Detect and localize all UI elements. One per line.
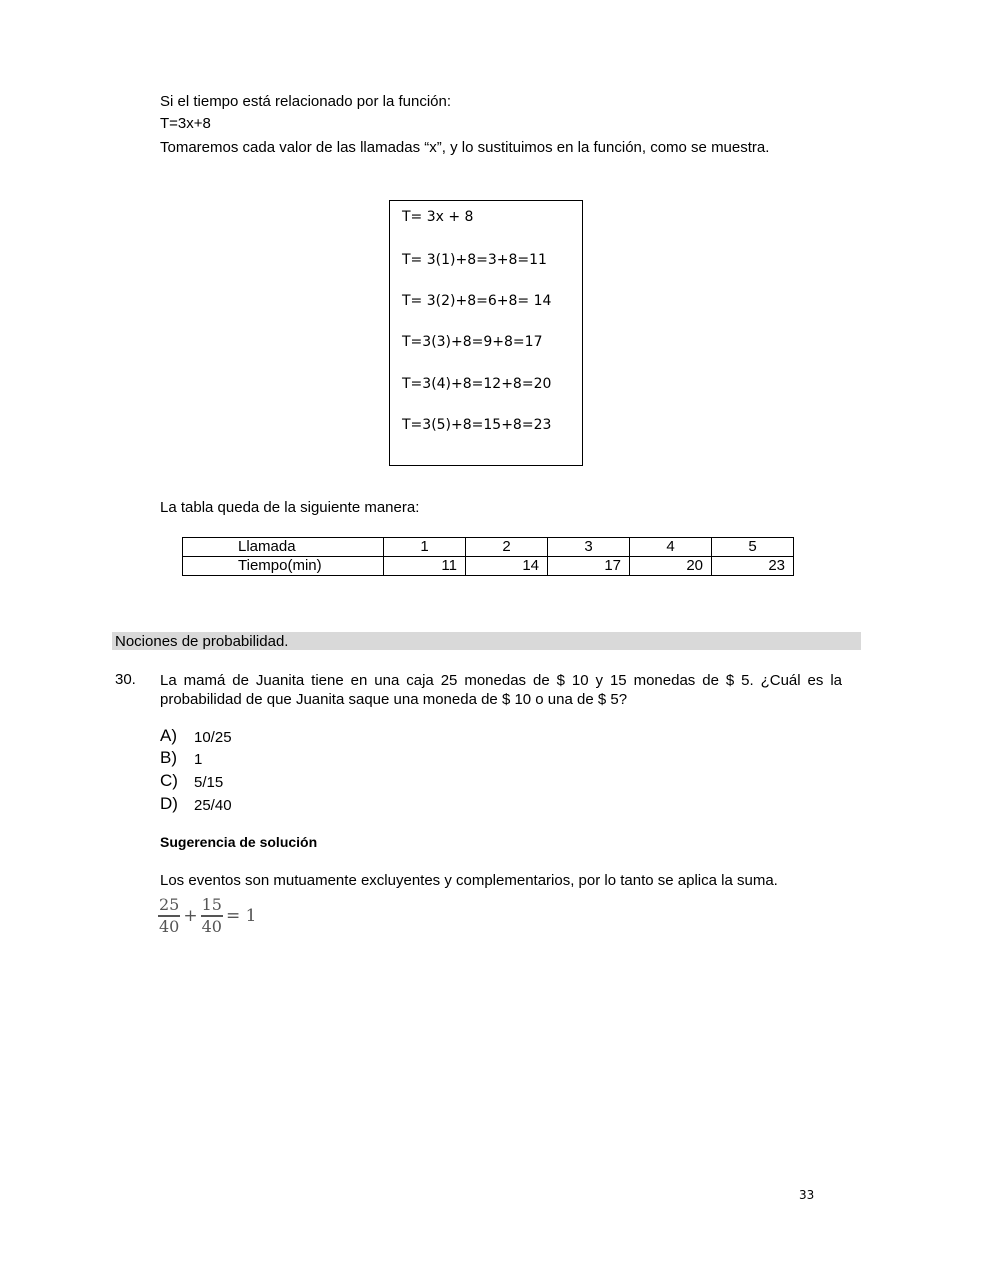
question-number: 30. [115, 671, 136, 688]
option-letter: C) [160, 771, 178, 790]
table-cell: 2 [466, 538, 548, 557]
numerator: 15 [201, 895, 222, 915]
option-value: 5/15 [194, 774, 224, 791]
table-cell: 1 [384, 538, 466, 557]
calc-line: T= 3(1)+8=3+8=11 [402, 252, 547, 268]
section-title: Nociones de probabilidad. [115, 633, 289, 650]
suggestion-title: Sugerencia de solución [160, 834, 318, 850]
denominator: 40 [159, 916, 180, 936]
option-value: 10/25 [194, 729, 232, 746]
table-row-label: Llamada [183, 538, 384, 557]
table-cell: 23 [712, 557, 794, 576]
question-text: La mamá de Juanita tiene en una caja 25 monedas de $ 10 y 15 monedas de $ 5. ¿Cuál es la probabilidad de que Juanita saque una moneda de $ 10 o una de $ 5? [160, 672, 842, 708]
intro-line-3: Tomaremos cada valor de las llamadas “x”, y lo sustituimos en la función, como se muestra. [160, 139, 770, 156]
calc-line: T=3(3)+8=9+8=17 [402, 334, 543, 350]
intro-line-1: Si el tiempo está relacionado por la función: [160, 93, 452, 110]
fraction [201, 896, 223, 936]
section-heading-bar [112, 632, 861, 650]
table-row [183, 557, 794, 576]
calc-line: T= 3(2)+8=6+8= 14 [402, 293, 552, 309]
plus-sign: + [183, 906, 198, 926]
calls-time-table [182, 537, 794, 576]
table-row-label: Tiempo(min) [183, 557, 384, 576]
suggestion-text: Los eventos son mutuamente excluyentes y complementarios, por lo tanto se aplica la suma. [160, 872, 778, 889]
equals-result: = 1 [225, 906, 257, 926]
page-number: 33 [799, 1188, 815, 1202]
option-letter: B) [160, 748, 177, 767]
denominator: 40 [201, 916, 222, 936]
option-letter: D) [160, 794, 178, 813]
fraction [158, 896, 180, 936]
solution-formula [158, 893, 259, 939]
table-cell: 4 [630, 538, 712, 557]
calculation-box [389, 200, 583, 466]
table-cell: 11 [384, 557, 466, 576]
intro-line-2: T=3x+8 [160, 115, 211, 132]
option-value: 25/40 [194, 797, 232, 814]
table-cell: 5 [712, 538, 794, 557]
option-letter: A) [160, 726, 177, 745]
table-row [183, 538, 794, 557]
calc-line: T= 3x + 8 [402, 209, 474, 225]
calc-line: T=3(4)+8=12+8=20 [402, 376, 552, 392]
option-value: 1 [194, 751, 203, 768]
calc-line: T=3(5)+8=15+8=23 [402, 417, 552, 433]
table-cell: 17 [548, 557, 630, 576]
table-cell: 14 [466, 557, 548, 576]
table-intro: La tabla queda de la siguiente manera: [160, 499, 420, 516]
numerator: 25 [159, 895, 180, 915]
table-cell: 20 [630, 557, 712, 576]
table-cell: 3 [548, 538, 630, 557]
